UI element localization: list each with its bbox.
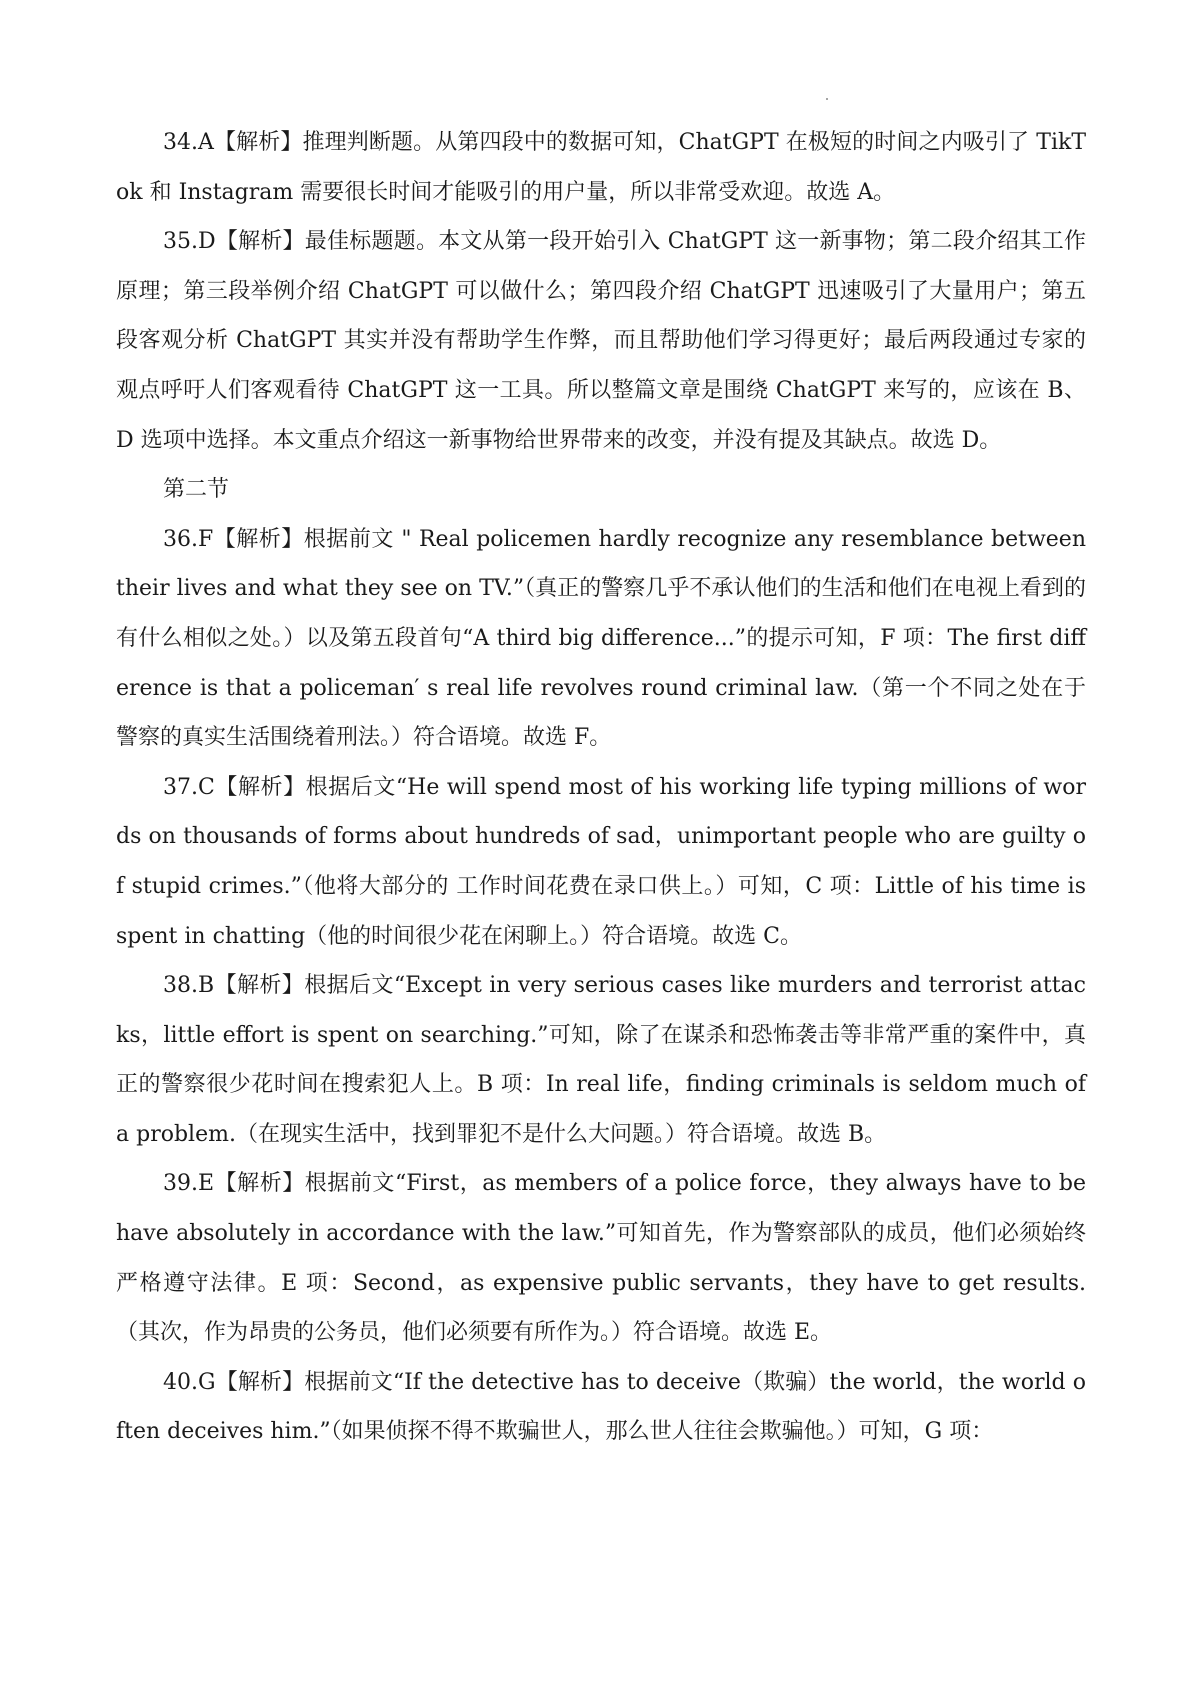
answer-explanation-37: 37.C【解析】根据后文“He will spend most of his working life typing millions of words on thousands of forms about hundreds of sad，unimportant people who are guilty of stupid crimes.”（他将大部分的 工作时间花费在录口供上。）可知，C 项：Little of his time is spent in chatting（他的时间很少花在闲聊上。）符合语境。故选 C。	[116, 774, 1086, 949]
answer-explanation-39: 39.E【解析】根据前文“First，as members of a police force，they always have to behave absolutely in accordance with the law.”可知首先，作为警察部队的成员，他们必须始终严格遵守法律。E 项：Second，as expensive public servants，they have to get results.（其次，作为昂贵的公务员，他们必须要有所作为。）符合语境。故选 E。	[116, 1171, 1086, 1346]
answer-explanation-34: 34.A【解析】推理判断题。从第四段中的数据可知，ChatGPT 在极短的时间之内吸引了 TikTok 和 Instagram 需要很长时间才能吸引的用户量，所以非常受欢迎。故选 A。	[116, 130, 1086, 205]
answer-explanation-38: 38.B【解析】根据后文“Except in very serious cases like murders and terrorist attacks，little effort is spent on searching.”可知，除了在谋杀和恐怖袭击等非常严重的案件中，真正的警察很少花时间在搜索犯人上。B 项：In real life，finding criminals is seldom much of a problem.（在现实生活中，找到罪犯不是什么大问题。）符合语境。故选 B。	[116, 973, 1086, 1147]
answer-explanation-36: 36.F【解析】根据前文 " Real policemen hardly recognize any resemblance between their lives and what they see on TV.”（真正的警察几乎不承认他们的生活和他们在电视上看到的有什么相似之处。）以及第五段首句“A third big difference...”的提示可知，F 项：The first difference is that a policeman′ s real life revolves round criminal law.（第一个不同之处在于警察的真实生活围绕着刑法。）符合语境。故选 F。	[116, 526, 1086, 751]
answer-explanation-35: 35.D【解析】最佳标题题。本文从第一段开始引入 ChatGPT 这一新事物；第二段介绍其工作原理；第三段举例介绍 ChatGPT 可以做什么；第四段介绍 ChatGPT 迅速吸引了大量用户；第五段客观分析 ChatGPT 其实并没有帮助学生作弊，而且帮助他们学习得更好；最后两段通过专家的观点呼吁人们客观看待 ChatGPT 这一工具。所以整篇文章是围绕 ChatGPT 来写的，应该在 B、D 选项中选择。本文重点介绍这一新事物给世界带来的改变，并没有提及其缺点。故选 D。	[116, 229, 1086, 453]
answer-explanation-40: 40.G【解析】根据前文“If the detective has to deceive（欺骗）the world，the world often deceives him.”（如果侦探不得不欺骗世人，那么世人往往会欺骗他。）可知，G 项：	[116, 1369, 1086, 1445]
document-body	[116, 118, 1086, 1457]
scan-artifact-dot	[826, 98, 828, 100]
section-heading: 第二节	[163, 477, 230, 503]
